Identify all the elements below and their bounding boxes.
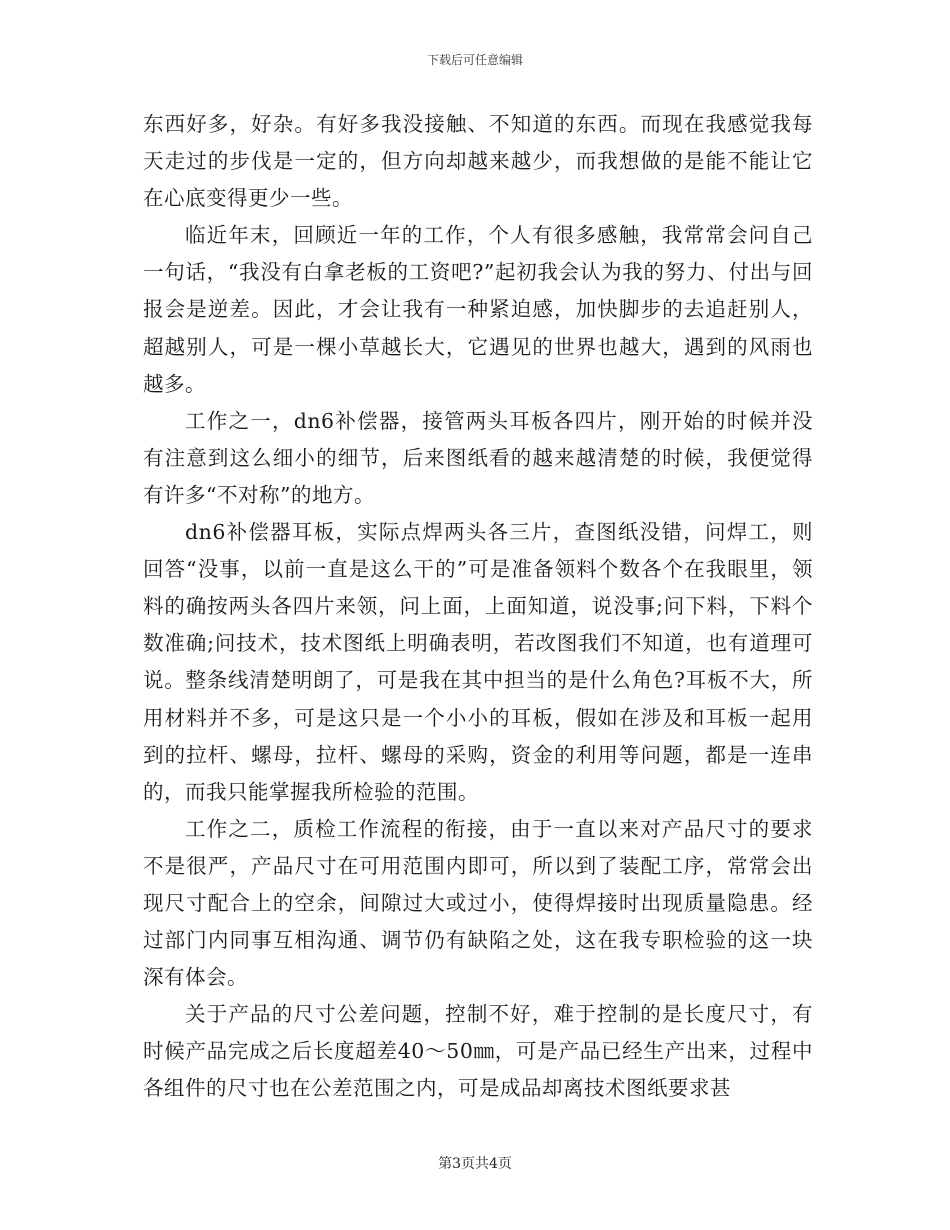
page-footer: 第3页共4页 <box>438 1156 512 1172</box>
paragraph: 工作之二，质检工作流程的衔接，由于一直以来对产品尺寸的要求不是很严，产品尺寸在可用范围内即可，所以到了装配工序，常常会出现尺寸配合上的空余，间隙过大或过小，使得焊接时出现质量隐患。经过部门内同事互相沟通、调节仍有缺陷之处，这在我专职检验的这一块深有体会。 <box>143 816 813 990</box>
page-header: 下载后可任意编辑 <box>426 53 523 67</box>
paragraph: dn6补偿器耳板，实际点焊两头各三片，查图纸没错，问焊工，则回答“没事，以前一直是这么干的”可是准备领料个数各个在我眼里，领料的确按两头各四片来领，问上面，上面知道，说没事;问下料，下料个数准确;问技术，技术图纸上明确表明，若改图我们不知道，也有道理可说。整条线清楚明朗了，可是我在其中担当的是什么角色?耳板不大，所用材料并不多，可是这只是一个小小的耳板，假如在涉及和耳板一起用到的拉杆、螺母，拉杆、螺母的采购，资金的利用等问题，都是一连串的，而我只能掌握我所检验的范围。 <box>143 520 813 804</box>
paragraph: 工作之一，dn6补偿器，接管两头耳板各四片，刚开始的时候并没有注意到这么细小的细节，后来图纸看的越来越清楚的时候，我便觉得有许多“不对称”的地方。 <box>143 408 813 507</box>
document-body <box>143 106 813 1108</box>
paragraph: 东西好多，好杂。有好多我没接触、不知道的东西。而现在我感觉我每天走过的步伐是一定的，但方向却越来越少，而我想做的是能不能让它在心底变得更少一些。 <box>143 112 813 211</box>
paragraph: 临近年末，回顾近一年的工作，个人有很多感触，我常常会问自己一句话，“我没有白拿老板的工资吧?”起初我会认为我的努力、付出与回报会是逆差。因此，才会让我有一种紧迫感，加快脚步的去追赶别人，超越别人，可是一棵小草越长大，它遇见的世界也越大，遇到的风雨也越多。 <box>143 223 813 396</box>
paragraph: 关于产品的尺寸公差问题，控制不好，难于控制的是长度尺寸，有时候产品完成之后长度超差40～50㎜，可是产品已经生产出来，过程中各组件的尺寸也在公差范围之内，可是成品却离技术图纸要求甚 <box>143 1002 813 1101</box>
